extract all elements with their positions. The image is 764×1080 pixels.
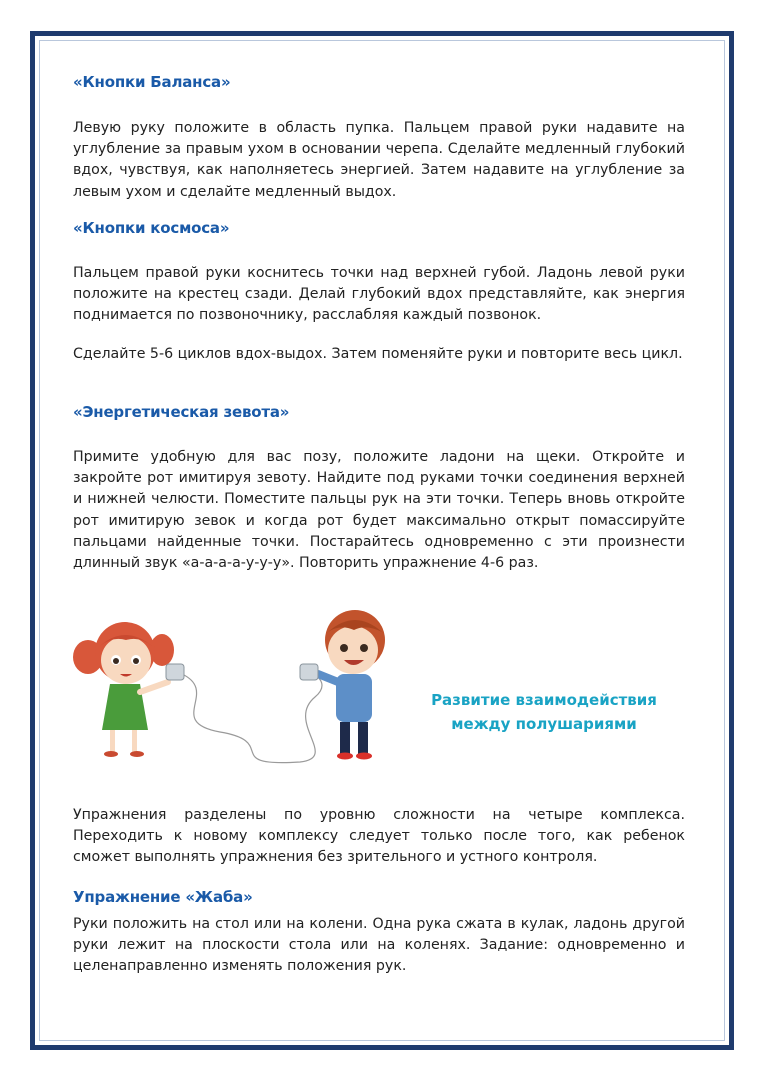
paragraph-energy-yawn: Примите удобную для вас позу, положите ладони на щеки. Откройте и закройте рот имитируя зевоту. Найдите под руками точки соединения верхней и нижней челюсти. Поместите пальцы рук на эти точки. Теперь вновь откройте рот имитирую зевок и когда рот будет максимально открыт помассируйте пальцами найденные точки. Постарайтесь одновременно с эти произнести длинный звук «а-а-а-а-у-у-у». Повторить упражнение 4-6 раз. xyxy=(73,449,685,572)
children-tin-can-phone-illustration xyxy=(70,602,400,772)
heading-balance-buttons: «Кнопки Баланса» xyxy=(73,73,231,91)
boy-figure xyxy=(300,610,385,760)
paragraph-complexes: Упражнения разделены по уровню сложности на четыре комплекса. Переходить к новому комплексу следует только после того, как ребенок сможет выполнять упражнения без зрительного и устного контроля. xyxy=(73,807,685,866)
girl-figure xyxy=(73,622,184,757)
illustration-caption: Развитие взаимодействия между полушариями xyxy=(431,691,657,733)
paragraph-frog-exercise: Руки положить на стол или на колени. Одна рука сжата в кулак, ладонь другой руки лежит на плоскости стола или на коленях. Задание: одновременно и целенаправленно изменять положения рук. xyxy=(73,916,685,975)
paragraph-cosmos-cycles: Сделайте 5-6 циклов вдох-выдох. Затем поменяйте руки и повторите весь цикл. xyxy=(73,346,683,362)
heading-cosmos-buttons: «Кнопки космоса» xyxy=(73,219,230,237)
paragraph-cosmos-buttons: Пальцем правой руки коснитесь точки над верхней губой. Ладонь левой руки положите на крестец сзади. Делай глубокий вдох представляйте, как энергия поднимается по позвоночнику, расслабляя каждый позвонок. xyxy=(73,265,685,324)
heading-frog-exercise: Упражнение «Жаба» xyxy=(73,888,253,906)
paragraph-balance-buttons: Левую руку положите в область пупка. Пальцем правой руки надавите на углубление за правым ухом в основании черепа. Сделайте медленный глубокий вдох, чувствуя, как наполняетесь энергией. Затем надавите на углубление за левым ухом и сделайте медленный выдох. xyxy=(73,120,685,200)
heading-energy-yawn: «Энергетическая зевота» xyxy=(73,403,290,421)
